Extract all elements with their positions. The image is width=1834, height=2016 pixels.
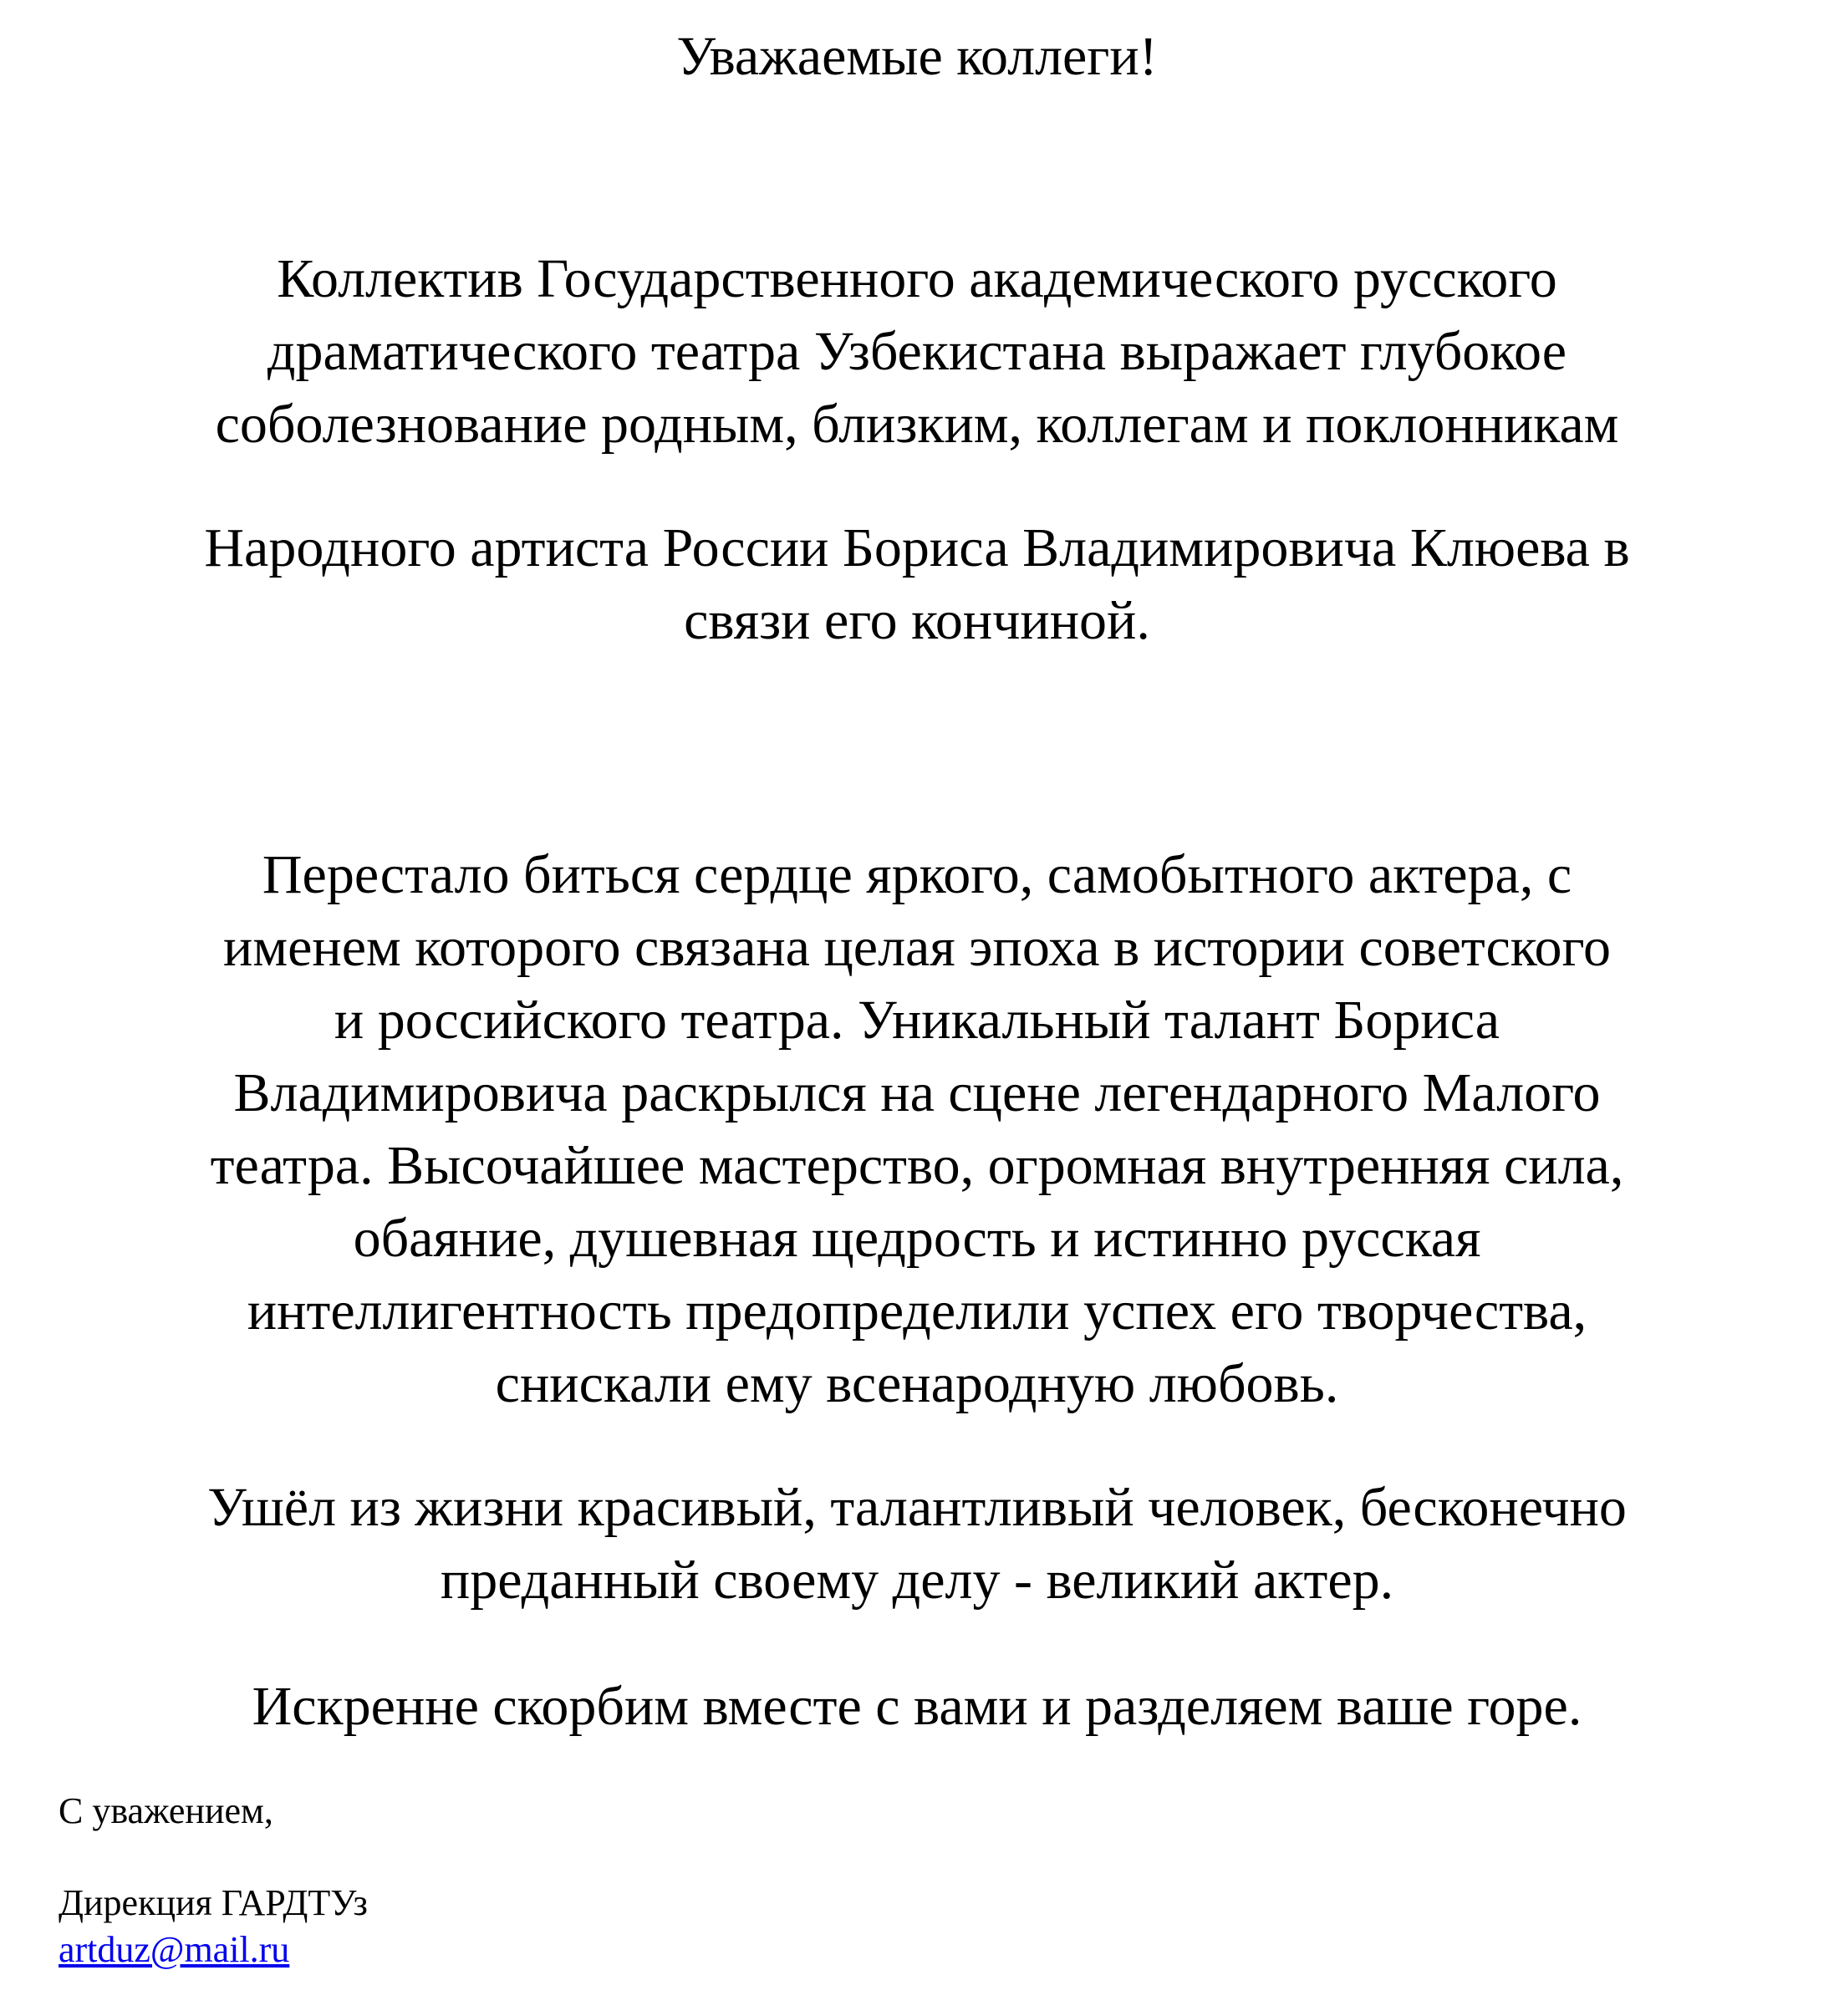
text-line: интеллигентность предопределили успех его творчества,	[247, 1280, 1587, 1341]
text-line: связи его кончиной.	[684, 590, 1150, 651]
paragraph-artist-name	[0, 512, 1834, 657]
greeting	[0, 20, 1834, 93]
text-line: театра. Высочайшее мастерство, огромная внутренняя сила,	[210, 1135, 1624, 1196]
paragraph-tribute	[0, 838, 1834, 1420]
email-link[interactable]: artduz@mail.ru	[59, 1929, 290, 1970]
text-line: Искренне скорбим вместе с вами и разделяем ваше горе.	[252, 1676, 1582, 1737]
text-line: Народного артиста России Бориса Владимировича Клюева в	[204, 517, 1630, 578]
paragraph-sympathy	[0, 1670, 1834, 1743]
closing-regards: С уважением,	[59, 1790, 273, 1831]
text-line: Коллектив Государственного академического русского	[277, 248, 1557, 309]
text-line: Владимировича раскрылся на сцене легендарного Малого	[233, 1062, 1601, 1123]
text-line: обаяние, душевная щедрость и истинно русская	[353, 1208, 1481, 1269]
text-line: именем которого связана целая эпоха в истории советского	[223, 917, 1611, 978]
text-line: драматического театра Узбекистана выражает глубокое	[267, 321, 1567, 382]
text-line: Ушёл из жизни красивый, талантливый человек, бесконечно	[207, 1477, 1627, 1538]
text-line: и российского театра. Уникальный талант Бориса	[334, 990, 1500, 1051]
paragraph-farewell	[0, 1471, 1834, 1616]
paragraph-condolence	[0, 242, 1834, 461]
greeting-line: Уважаемые коллеги!	[676, 26, 1158, 87]
text-line: снискали ему всенародную любовь.	[495, 1353, 1339, 1414]
signature: Дирекция ГАРДТУз	[59, 1882, 368, 1923]
text-line: соболезнование родным, близким, коллегам и поклонникам	[215, 394, 1619, 455]
text-line: Перестало биться сердце яркого, самобытного актера, с	[262, 844, 1572, 905]
text-line: преданный своему делу - великий актер.	[440, 1550, 1394, 1611]
